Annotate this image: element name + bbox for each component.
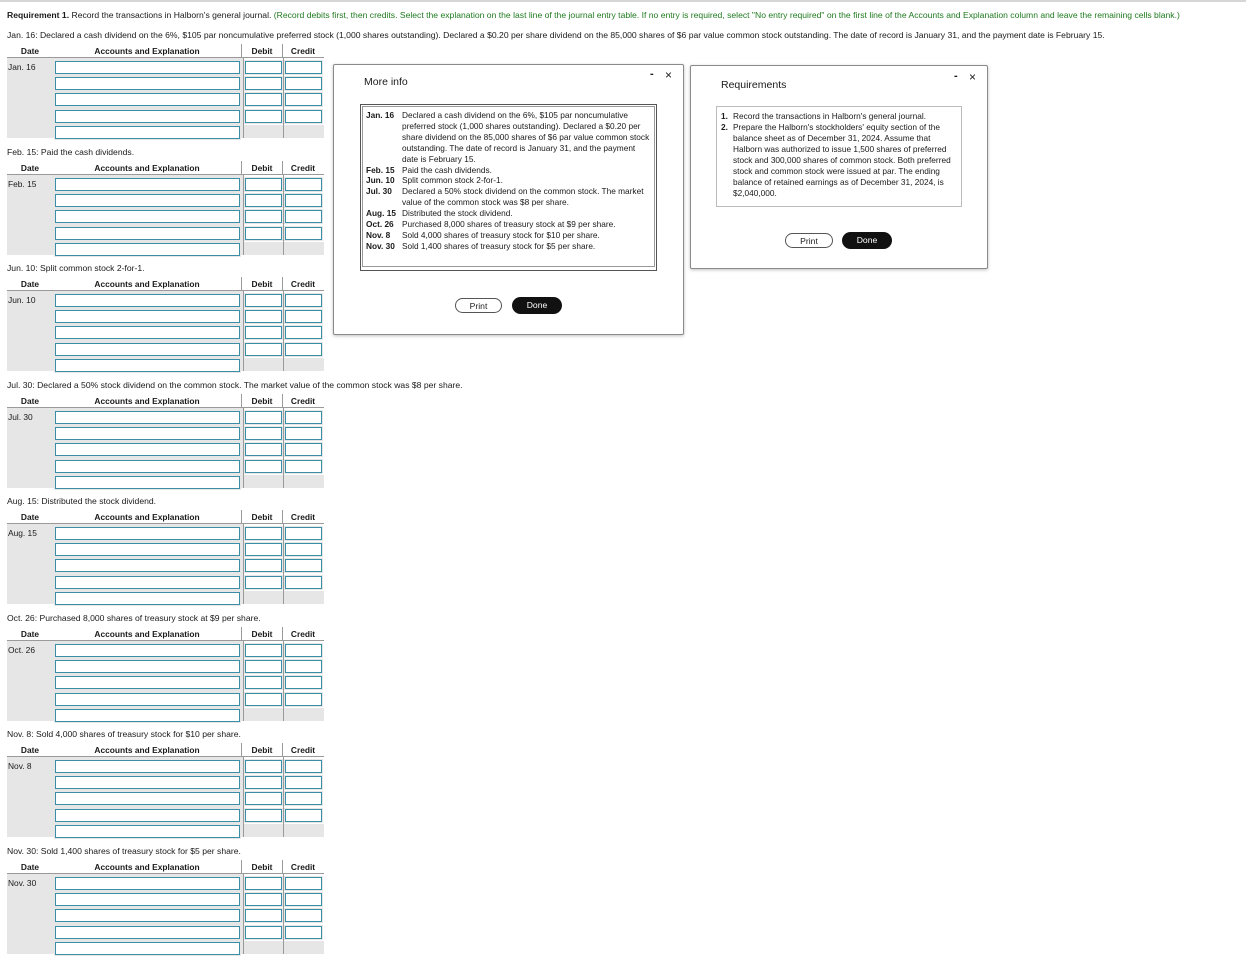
accounts-column	[53, 874, 243, 954]
accounts-header: Accounts and Explanation	[94, 628, 200, 639]
more-info-item	[366, 241, 651, 252]
credit-input[interactable]	[285, 343, 322, 356]
credit-input[interactable]	[285, 527, 322, 540]
debit-header: Debit	[241, 394, 282, 407]
accounts-column	[53, 757, 243, 837]
table-header	[7, 743, 324, 757]
account-select[interactable]	[55, 809, 240, 822]
entry-date: Aug. 15	[7, 524, 53, 604]
requirements-title: Requirements	[721, 79, 787, 91]
account-select[interactable]	[55, 343, 240, 356]
credit-header: Credit	[282, 627, 323, 640]
close-icon[interactable]: ×	[969, 70, 977, 84]
debit-filler	[244, 941, 283, 954]
credit-input[interactable]	[285, 194, 322, 207]
accounts-header: Accounts and Explanation	[94, 395, 200, 406]
debit-input[interactable]	[245, 576, 282, 589]
debit-filler	[244, 475, 283, 488]
table-header	[7, 277, 324, 291]
credit-column	[283, 641, 324, 721]
accounts-column	[53, 408, 243, 488]
table-header	[7, 627, 324, 641]
debit-input[interactable]	[245, 343, 282, 356]
account-select[interactable]	[55, 893, 240, 906]
requirements-dialog	[690, 65, 988, 269]
debit-input[interactable]	[245, 909, 282, 922]
account-select[interactable]	[55, 776, 240, 789]
debit-input[interactable]	[245, 543, 282, 556]
credit-input[interactable]	[285, 693, 322, 706]
table-header	[7, 161, 324, 175]
debit-header: Debit	[241, 743, 282, 756]
entry-description: Nov. 8: Sold 4,000 shares of treasury stock for $10 per share.	[7, 729, 241, 739]
debit-filler	[244, 591, 283, 604]
journal-table	[7, 510, 324, 604]
account-select[interactable]	[55, 294, 240, 307]
debit-input[interactable]	[245, 61, 282, 74]
debit-input[interactable]	[245, 194, 282, 207]
debit-input[interactable]	[245, 227, 282, 240]
debit-input[interactable]	[245, 411, 282, 424]
entry-date: Feb. 15	[7, 175, 53, 255]
credit-input[interactable]	[285, 77, 322, 90]
debit-column	[243, 175, 283, 255]
debit-header: Debit	[241, 627, 282, 640]
debit-input[interactable]	[245, 676, 282, 689]
credit-input[interactable]	[285, 210, 322, 223]
credit-input[interactable]	[285, 310, 322, 323]
debit-column	[243, 408, 283, 488]
more-info-date: Oct. 26	[366, 219, 394, 230]
credit-header: Credit	[282, 394, 323, 407]
credit-input[interactable]	[285, 61, 322, 74]
date-header: Date	[20, 861, 40, 872]
debit-input[interactable]	[245, 527, 282, 540]
debit-input[interactable]	[245, 893, 282, 906]
credit-filler	[284, 242, 324, 255]
credit-input[interactable]	[285, 644, 322, 657]
credit-input[interactable]	[285, 792, 322, 805]
credit-input[interactable]	[285, 427, 322, 440]
credit-input[interactable]	[285, 411, 322, 424]
accounts-header: Accounts and Explanation	[94, 744, 200, 755]
credit-input[interactable]	[285, 559, 322, 572]
accounts-header: Accounts and Explanation	[94, 45, 200, 56]
explanation-select[interactable]	[55, 825, 240, 838]
debit-input[interactable]	[245, 809, 282, 822]
more-info-table	[360, 104, 657, 271]
debit-column	[243, 58, 283, 138]
explanation-select[interactable]	[55, 243, 240, 256]
journal-table	[7, 161, 324, 255]
debit-input[interactable]	[245, 792, 282, 805]
account-select[interactable]	[55, 93, 240, 106]
more-info-item	[366, 219, 651, 230]
minimize-icon[interactable]: -	[650, 68, 654, 80]
entry-description: Aug. 15: Distributed the stock dividend.	[7, 496, 157, 506]
requirement-item	[721, 122, 957, 199]
requirement-number: 2.	[721, 122, 728, 132]
requirement-item	[721, 111, 957, 122]
journal-table	[7, 394, 324, 488]
credit-filler	[284, 708, 324, 721]
credit-input[interactable]	[285, 178, 322, 191]
date-header: Date	[20, 628, 40, 639]
credit-column	[283, 874, 324, 954]
accounts-column	[53, 641, 243, 721]
credit-header: Credit	[282, 743, 323, 756]
account-select[interactable]	[55, 760, 240, 773]
requirement-item-text: Prepare the Halborn's stockholders' equity section of the balance sheet as of December 31, 2024. Assume that Halborn was authorized to issue 1,500 shares of preferred stock and 300,000 shares of common stock. Both preferred stock and common stock were issued at par. The ending balance of retained earnings as of December 31, 2024, is $2,040,000.	[733, 122, 951, 198]
explanation-select[interactable]	[55, 126, 240, 139]
debit-input[interactable]	[245, 559, 282, 572]
credit-filler	[284, 475, 324, 488]
more-info-date: Nov. 30	[366, 240, 395, 251]
date-header: Date	[20, 511, 40, 522]
debit-input[interactable]	[245, 178, 282, 191]
account-select[interactable]	[55, 644, 240, 657]
account-select[interactable]	[55, 227, 240, 240]
requirements-list	[716, 106, 962, 207]
entry-date: Nov. 8	[7, 757, 53, 837]
more-info-text: Paid the cash dividends.	[402, 164, 492, 175]
credit-input[interactable]	[285, 809, 322, 822]
credit-input[interactable]	[285, 926, 322, 939]
more-info-item	[366, 230, 651, 241]
debit-input[interactable]	[245, 660, 282, 673]
more-info-item	[366, 110, 651, 165]
debit-column	[243, 291, 283, 371]
requirement-number: 1.	[721, 111, 728, 121]
credit-header: Credit	[282, 44, 323, 57]
account-select[interactable]	[55, 77, 240, 90]
explanation-select[interactable]	[55, 359, 240, 372]
more-info-date: Jan. 16	[366, 110, 395, 120]
debit-input[interactable]	[245, 877, 282, 890]
requirement-line	[7, 10, 1180, 20]
top-divider	[0, 0, 1246, 2]
debit-input[interactable]	[245, 693, 282, 706]
credit-input[interactable]	[285, 776, 322, 789]
debit-input[interactable]	[245, 210, 282, 223]
requirement-text: Record the transactions in Halborn's general journal.	[71, 10, 272, 20]
more-info-item	[366, 186, 651, 208]
account-select[interactable]	[55, 310, 240, 323]
requirement-label: Requirement 1.	[7, 10, 70, 20]
debit-header: Debit	[241, 277, 282, 290]
entry-description: Nov. 30: Sold 1,400 shares of treasury stock for $5 per share.	[7, 846, 241, 856]
more-info-text: Split common stock 2-for-1.	[402, 175, 503, 186]
debit-input[interactable]	[245, 326, 282, 339]
journal-table	[7, 743, 324, 837]
debit-input[interactable]	[245, 644, 282, 657]
debit-header: Debit	[241, 44, 282, 57]
credit-header: Credit	[282, 860, 323, 873]
journal-table	[7, 860, 324, 954]
debit-filler	[244, 242, 283, 255]
debit-column	[243, 524, 283, 604]
credit-header: Credit	[282, 277, 323, 290]
credit-column	[283, 58, 324, 138]
entry-date: Oct. 26	[7, 641, 53, 721]
account-select[interactable]	[55, 576, 240, 589]
credit-filler	[284, 358, 324, 371]
debit-filler	[244, 824, 283, 837]
accounts-header: Accounts and Explanation	[94, 278, 200, 289]
credit-column	[283, 524, 324, 604]
debit-input[interactable]	[245, 760, 282, 773]
date-header: Date	[20, 162, 40, 173]
explanation-select[interactable]	[55, 942, 240, 955]
account-select[interactable]	[55, 543, 240, 556]
credit-input[interactable]	[285, 576, 322, 589]
done-button[interactable]: Done	[512, 297, 562, 314]
debit-input[interactable]	[245, 93, 282, 106]
credit-column	[283, 408, 324, 488]
accounts-column	[53, 524, 243, 604]
journal-table	[7, 44, 324, 138]
credit-input[interactable]	[285, 877, 322, 890]
accounts-column	[53, 291, 243, 371]
close-icon[interactable]: ×	[665, 68, 673, 82]
credit-input[interactable]	[285, 660, 322, 673]
account-select[interactable]	[55, 693, 240, 706]
explanation-select[interactable]	[55, 709, 240, 722]
entry-date: Jul. 30	[7, 408, 53, 488]
debit-header: Debit	[241, 161, 282, 174]
credit-header: Credit	[282, 510, 323, 523]
entry-description: Feb. 15: Paid the cash dividends.	[7, 147, 135, 157]
explanation-select[interactable]	[55, 476, 240, 489]
entry-date: Jun. 10	[7, 291, 53, 371]
more-info-date: Nov. 8	[366, 229, 391, 240]
accounts-column	[53, 175, 243, 255]
entry-description: Jul. 30: Declared a 50% stock dividend on the common stock. The market value of the common stock was $8 per share.	[7, 380, 463, 390]
debit-input[interactable]	[245, 110, 282, 123]
credit-input[interactable]	[285, 443, 322, 456]
credit-input[interactable]	[285, 760, 322, 773]
credit-filler	[284, 125, 324, 138]
date-header: Date	[20, 278, 40, 289]
credit-input[interactable]	[285, 460, 322, 473]
more-info-text: Distributed the stock dividend.	[402, 208, 513, 219]
credit-header: Credit	[282, 161, 323, 174]
debit-input[interactable]	[245, 294, 282, 307]
table-header	[7, 860, 324, 874]
account-select[interactable]	[55, 909, 240, 922]
debit-input[interactable]	[245, 776, 282, 789]
credit-input[interactable]	[285, 326, 322, 339]
entry-description: Jun. 10: Split common stock 2-for-1.	[7, 263, 145, 273]
more-info-text: Sold 4,000 shares of treasury stock for $10 per share.	[402, 229, 600, 240]
account-select[interactable]	[55, 178, 240, 191]
credit-input[interactable]	[285, 893, 322, 906]
debit-input[interactable]	[245, 427, 282, 440]
debit-input[interactable]	[245, 77, 282, 90]
credit-column	[283, 175, 324, 255]
debit-column	[243, 874, 283, 954]
credit-input[interactable]	[285, 227, 322, 240]
table-header	[7, 44, 324, 58]
more-info-text: Declared a cash dividend on the 6%, $105 par noncumulative preferred stock (1,000 shares outstanding). Declared a $0.20 per share dividend on the 85,000 shares of $6 par value common stock outstanding. The date of record is January 31, and the payment date is February 15.	[402, 110, 650, 164]
account-select[interactable]	[55, 411, 240, 424]
journal-table	[7, 627, 324, 721]
credit-column	[283, 757, 324, 837]
debit-column	[243, 757, 283, 837]
account-select[interactable]	[55, 559, 240, 572]
debit-input[interactable]	[245, 443, 282, 456]
more-info-item	[366, 175, 651, 186]
account-select[interactable]	[55, 326, 240, 339]
entry-description: Oct. 26: Purchased 8,000 shares of treasury stock at $9 per share.	[7, 613, 261, 623]
debit-header: Debit	[241, 860, 282, 873]
credit-input[interactable]	[285, 93, 322, 106]
accounts-header: Accounts and Explanation	[94, 511, 200, 522]
more-info-item	[366, 208, 651, 219]
debit-column	[243, 641, 283, 721]
date-header: Date	[20, 395, 40, 406]
account-select[interactable]	[55, 527, 240, 540]
credit-filler	[284, 941, 324, 954]
more-info-date: Jun. 10	[366, 175, 395, 186]
credit-input[interactable]	[285, 110, 322, 123]
account-select[interactable]	[55, 210, 240, 223]
credit-input[interactable]	[285, 909, 322, 922]
account-select[interactable]	[55, 61, 240, 74]
more-info-date: Feb. 15	[366, 164, 395, 175]
account-select[interactable]	[55, 427, 240, 440]
debit-filler	[244, 358, 283, 371]
requirement-item-text: Record the transactions in Halborn's general journal.	[733, 111, 926, 121]
account-select[interactable]	[55, 792, 240, 805]
account-select[interactable]	[55, 443, 240, 456]
entry-date: Jan. 16	[7, 58, 53, 138]
debit-filler	[244, 125, 283, 138]
account-select[interactable]	[55, 877, 240, 890]
credit-input[interactable]	[285, 543, 322, 556]
account-select[interactable]	[55, 676, 240, 689]
more-info-date: Aug. 15	[366, 208, 396, 219]
more-info-item	[366, 165, 651, 176]
more-info-dialog	[333, 64, 684, 335]
more-info-text: Sold 1,400 shares of treasury stock for $5 per share.	[402, 240, 596, 251]
entry-description: Jan. 16: Declared a cash dividend on the 6%, $105 par noncumulative preferred stock (1,000 shares outstanding). Declared a $0.20 per share dividend on the 85,000 shares of $6 par value common stock outstanding. The date of record is January 31, and the payment date is February 15.	[7, 30, 1105, 40]
credit-input[interactable]	[285, 294, 322, 307]
debit-header: Debit	[241, 510, 282, 523]
accounts-column	[53, 58, 243, 138]
table-header	[7, 394, 324, 408]
date-header: Date	[20, 744, 40, 755]
accounts-header: Accounts and Explanation	[94, 861, 200, 872]
print-button[interactable]: Print	[455, 298, 502, 313]
explanation-select[interactable]	[55, 592, 240, 605]
accounts-header: Accounts and Explanation	[94, 162, 200, 173]
done-button[interactable]: Done	[842, 232, 892, 249]
debit-filler	[244, 708, 283, 721]
account-select[interactable]	[55, 926, 240, 939]
journal-table	[7, 277, 324, 371]
more-info-text: Purchased 8,000 shares of treasury stock at $9 per share.	[402, 219, 616, 230]
more-info-title: More info	[364, 76, 408, 88]
debit-input[interactable]	[245, 460, 282, 473]
entry-date: Nov. 30	[7, 874, 53, 954]
table-header	[7, 510, 324, 524]
debit-input[interactable]	[245, 926, 282, 939]
more-info-date: Jul. 30	[366, 186, 392, 197]
print-button[interactable]: Print	[785, 233, 833, 248]
more-info-text: Declared a 50% stock dividend on the common stock. The market value of the common stock was $8 per share.	[402, 186, 644, 208]
account-select[interactable]	[55, 660, 240, 673]
credit-input[interactable]	[285, 676, 322, 689]
credit-column	[283, 291, 324, 371]
requirement-instruction: (Record debits first, then credits. Select the explanation on the last line of the journal entry table. If no entry is required, select "No entry required" on the first line of the Accounts and Explanation column and leave the remaining cells blank.)	[273, 10, 1180, 20]
date-header: Date	[20, 45, 40, 56]
debit-input[interactable]	[245, 310, 282, 323]
credit-filler	[284, 591, 324, 604]
credit-filler	[284, 824, 324, 837]
account-select[interactable]	[55, 194, 240, 207]
account-select[interactable]	[55, 460, 240, 473]
minimize-icon[interactable]: -	[954, 70, 958, 82]
account-select[interactable]	[55, 110, 240, 123]
